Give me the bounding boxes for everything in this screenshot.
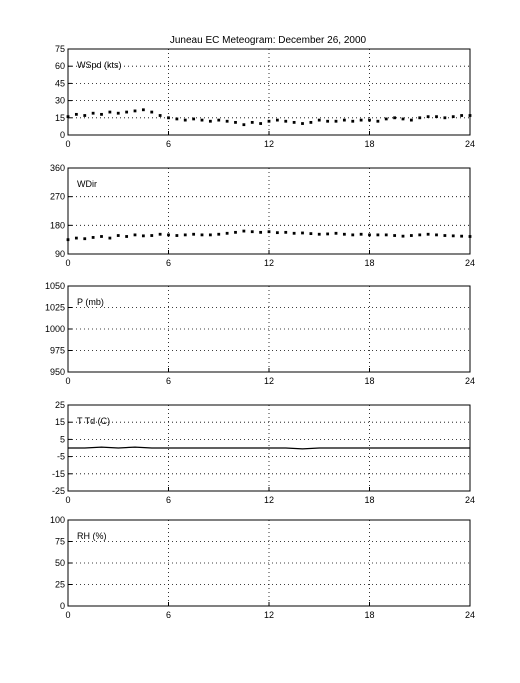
data-point	[184, 233, 187, 236]
y-tick-label: 100	[49, 515, 65, 525]
x-tick-label: 18	[364, 610, 375, 620]
data-point	[284, 231, 287, 234]
x-tick-label: 0	[65, 139, 71, 149]
data-point	[301, 232, 304, 235]
x-tick-label: 0	[65, 495, 71, 505]
data-point	[268, 230, 271, 233]
data-point	[134, 233, 137, 236]
panel-label: RH (%)	[77, 531, 107, 541]
data-point	[376, 233, 379, 236]
data-point	[125, 111, 128, 114]
y-tick-label: 30	[54, 95, 65, 106]
x-tick-label: 24	[464, 610, 476, 620]
data-point	[335, 232, 338, 235]
data-point	[443, 234, 446, 237]
data-point	[259, 231, 262, 234]
data-point	[309, 121, 312, 124]
data-point	[142, 234, 145, 237]
data-point	[326, 120, 329, 123]
data-point	[351, 233, 354, 236]
data-point	[410, 119, 413, 122]
data-point	[242, 123, 245, 126]
data-point	[167, 233, 170, 236]
data-point	[293, 232, 296, 235]
data-point	[393, 234, 396, 237]
panels-group	[45, 44, 475, 620]
y-tick-label: 1025	[44, 302, 65, 313]
chart-panel-4	[52, 400, 475, 505]
y-tick-label: 950	[49, 367, 65, 377]
data-point	[293, 121, 296, 124]
data-point	[117, 234, 120, 237]
data-point	[217, 119, 220, 122]
y-tick-label: 360	[49, 163, 65, 173]
data-point	[427, 115, 430, 118]
data-point	[318, 233, 321, 236]
x-tick-label: 12	[263, 139, 275, 149]
chart-panel-1	[55, 44, 475, 149]
data-point	[276, 119, 279, 122]
x-tick-label: 18	[364, 495, 375, 505]
data-point	[83, 237, 86, 240]
data-point	[452, 234, 455, 237]
data-point	[368, 119, 371, 122]
data-point	[410, 234, 413, 237]
data-point	[100, 235, 103, 238]
data-point	[201, 119, 204, 122]
panel-label: WSpd (kts)	[77, 60, 122, 70]
data-point	[360, 233, 363, 236]
data-point	[226, 120, 229, 123]
x-tick-label: 24	[464, 139, 476, 149]
data-point	[150, 111, 153, 114]
data-point	[284, 120, 287, 123]
data-point	[402, 235, 405, 238]
data-point	[309, 232, 312, 235]
chart-panel-2	[50, 163, 475, 268]
data-point	[142, 108, 145, 111]
y-tick-label: 1050	[44, 281, 65, 291]
data-point	[452, 115, 455, 118]
data-point	[234, 231, 237, 234]
data-point	[184, 119, 187, 122]
y-tick-label: 1000	[44, 324, 65, 334]
data-point	[460, 235, 463, 238]
data-point	[234, 121, 237, 124]
data-point	[251, 121, 254, 124]
y-tick-label: 180	[49, 220, 65, 231]
data-point	[159, 233, 162, 236]
data-point	[351, 120, 354, 123]
y-tick-label: 15	[54, 417, 65, 428]
chart-panel-5	[50, 515, 475, 620]
x-tick-label: 12	[263, 495, 275, 505]
y-tick-label: 5	[59, 434, 65, 445]
chart-panel-3	[45, 281, 475, 386]
data-point	[326, 233, 329, 236]
y-tick-label: 75	[54, 536, 65, 547]
data-point	[125, 235, 128, 238]
data-point	[150, 234, 153, 237]
data-point	[192, 233, 195, 236]
data-point	[108, 111, 111, 114]
data-point	[134, 110, 137, 113]
data-point	[335, 120, 338, 123]
data-point	[217, 233, 220, 236]
y-tick-label: 90	[54, 249, 65, 259]
y-tick-label: 15	[54, 112, 65, 123]
y-tick-label: 60	[54, 61, 65, 72]
data-point	[75, 237, 78, 240]
x-tick-label: 6	[165, 376, 172, 386]
x-tick-label: 0	[65, 376, 71, 386]
x-tick-label: 6	[165, 610, 172, 620]
x-tick-label: 6	[165, 139, 172, 149]
y-tick-label: 0	[59, 130, 65, 140]
data-point	[226, 232, 229, 235]
y-tick-label: 25	[54, 579, 65, 590]
data-point	[368, 233, 371, 236]
x-tick-label: 12	[263, 610, 275, 620]
data-point	[318, 119, 321, 122]
data-point	[418, 116, 421, 119]
data-point	[427, 233, 430, 236]
data-point	[268, 120, 271, 123]
x-tick-label: 6	[165, 495, 172, 505]
data-point	[92, 236, 95, 239]
data-point	[100, 113, 103, 116]
data-point	[402, 118, 405, 121]
data-point	[209, 120, 212, 123]
data-point	[376, 120, 379, 123]
data-point	[443, 116, 446, 119]
data-point	[343, 119, 346, 122]
data-point	[418, 233, 421, 236]
data-point	[175, 118, 178, 121]
data-point	[460, 114, 463, 117]
y-tick-label: -5	[56, 451, 65, 462]
panel-label: P (mb)	[77, 297, 104, 307]
data-point	[435, 233, 438, 236]
data-point	[201, 233, 204, 236]
x-tick-label: 24	[464, 258, 476, 268]
data-point	[67, 115, 70, 118]
panel-label: T Td (C)	[77, 416, 111, 426]
data-point	[393, 116, 396, 119]
data-point	[83, 114, 86, 117]
data-point	[469, 114, 472, 117]
y-tick-label: 0	[59, 601, 65, 611]
x-tick-label: 12	[263, 376, 275, 386]
x-tick-label: 6	[165, 258, 172, 268]
data-point	[251, 230, 254, 233]
data-point	[301, 122, 304, 125]
y-tick-label: -25	[51, 486, 65, 496]
y-tick-label: 50	[54, 558, 65, 568]
data-point	[175, 234, 178, 237]
x-tick-label: 18	[364, 258, 375, 268]
y-tick-label: 975	[49, 345, 65, 356]
data-point	[385, 118, 388, 121]
data-point	[67, 238, 70, 241]
data-point	[209, 233, 212, 236]
x-tick-label: 24	[464, 376, 476, 386]
x-tick-label: 12	[263, 258, 275, 268]
figure-title: Juneau EC Meteogram: December 26, 2000	[169, 35, 367, 46]
data-point	[469, 235, 472, 238]
panel-label: WDir	[77, 179, 97, 189]
y-tick-label: 45	[54, 78, 65, 89]
y-tick-label: -15	[51, 468, 65, 479]
data-point	[108, 237, 111, 240]
data-point	[117, 112, 120, 115]
data-point	[92, 112, 95, 115]
x-tick-label: 18	[364, 139, 375, 149]
x-tick-label: 0	[65, 610, 71, 620]
y-tick-label: 25	[54, 400, 65, 410]
data-point	[159, 114, 162, 117]
y-tick-label: 270	[49, 191, 65, 202]
data-point	[343, 233, 346, 236]
data-point	[242, 230, 245, 233]
x-tick-label: 0	[65, 258, 71, 268]
data-point	[276, 231, 279, 234]
x-tick-label: 18	[364, 376, 375, 386]
data-point	[360, 119, 363, 122]
data-point	[435, 115, 438, 118]
data-point	[75, 113, 78, 116]
x-tick-label: 24	[464, 495, 476, 505]
data-point	[192, 118, 195, 121]
data-point	[259, 122, 262, 125]
data-point	[167, 116, 170, 119]
y-tick-label: 75	[54, 44, 65, 54]
data-point	[385, 233, 388, 236]
